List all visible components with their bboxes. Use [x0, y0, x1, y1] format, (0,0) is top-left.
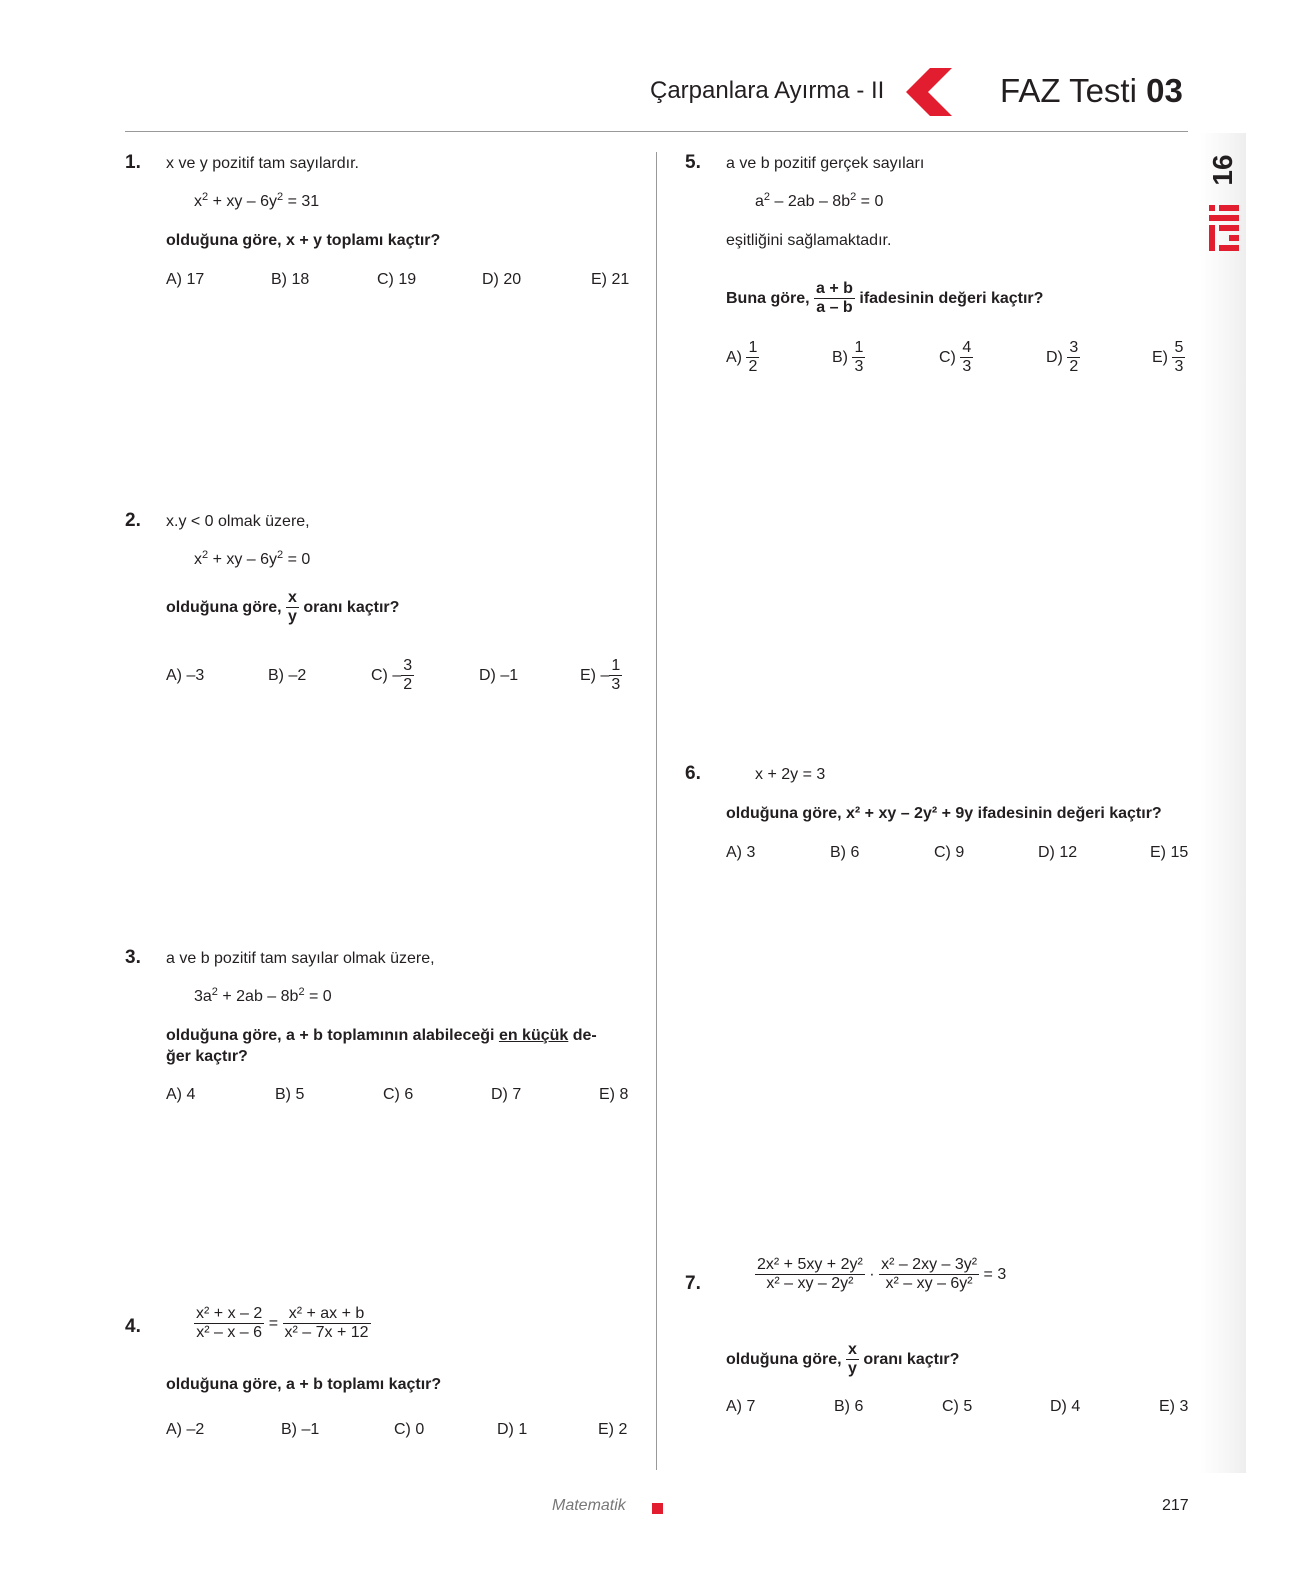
q6-option-c[interactable]: C) 9: [934, 844, 965, 861]
q5-option-a[interactable]: A) $\frac{1}{2}$: [726, 339, 758, 376]
question-4-number: 4.: [125, 1316, 141, 1337]
q7-option-a[interactable]: A) 7: [726, 1398, 756, 1415]
q3-option-e[interactable]: E) 8: [599, 1086, 629, 1103]
q6-option-d[interactable]: D) 12: [1038, 844, 1078, 861]
q5-option-c[interactable]: C) $\frac{4}{3}$: [939, 339, 972, 376]
q4-option-b[interactable]: B) –1: [281, 1421, 320, 1438]
question-3-prompt: olduğuna göre, a + b toplamının alabileceği en küçük de-: [166, 1027, 597, 1044]
question-1-intro: x ve y pozitif tam sayılardır.: [166, 155, 359, 172]
question-3-prompt-line2: ğer kaçtır?: [166, 1048, 248, 1065]
x-over-y-fraction: $\frac{x}{y}$: [288, 589, 297, 626]
q1-option-e[interactable]: E) 21: [591, 271, 630, 288]
question-4-prompt: olduğuna göre, a + b toplamı kaçtır?: [166, 1376, 442, 1393]
question-5-equation: $a^2 - 2ab - 8b^2 = 0$: [755, 191, 884, 210]
q4-option-d[interactable]: D) 1: [497, 1421, 528, 1438]
column-divider: [656, 152, 657, 1470]
question-6-number: 6.: [685, 763, 701, 784]
side-tab: [1200, 133, 1246, 1473]
q1-option-b[interactable]: B) 18: [271, 271, 310, 288]
q2-option-b[interactable]: B) –2: [268, 667, 307, 684]
question-2-number: 2.: [125, 510, 141, 531]
side-tab-number: 16: [1207, 154, 1238, 186]
q2-option-a[interactable]: A) –3: [166, 667, 205, 684]
question-4-equation: $\frac{\text{x² + x – 2}}{\text{x² – x – 6}}$ = $\frac{\text{x² + ax + b}}{\text{x² – 7x + 12}}$: [196, 1305, 369, 1342]
q6-option-a[interactable]: A) 3: [726, 844, 756, 861]
question-5-prompt: Buna göre, $\frac{a + b}{a - b}$ ifadesinin değeri kaçtır?: [726, 280, 1044, 317]
question-1-prompt: olduğuna göre, x + y toplamı kaçtır?: [166, 232, 441, 249]
question-7-equation: $\frac{\text{2x² + 5xy + 2y²}}{\text{x² – xy – 2y²}}$ · $\frac{\text{x² – 2xy – 3y²}}{\text{x² – xy – 6y²}}$ = 3: [757, 1256, 1007, 1293]
q3-option-a[interactable]: A) 4: [166, 1086, 196, 1103]
q1-option-c[interactable]: C) 19: [377, 271, 417, 288]
q4-option-c[interactable]: C) 0: [394, 1421, 425, 1438]
question-1-equation: $x^2$ + xy – $6y^2 = 31$: [194, 191, 320, 210]
question-2-prompt: olduğuna göre, $\frac{x}{y}$ oranı kaçtır?: [166, 589, 400, 626]
q4-option-a[interactable]: A) –2: [166, 1421, 205, 1438]
publisher-logo-icon: [1207, 203, 1241, 253]
question-2-equation: $x^2$ + xy – $6y^2 = 0$: [194, 549, 311, 568]
test-title: [1000, 72, 1183, 110]
question-1-number: 1.: [125, 152, 141, 173]
question-3-equation: $3a^2 + 2ab - 8b^2 = 0$: [194, 986, 332, 1005]
section-title: Çarpanlara Ayırma - II: [650, 77, 885, 104]
question-5-number: 5.: [685, 152, 701, 173]
q3-option-d[interactable]: D) 7: [491, 1086, 522, 1103]
question-6-equation: x + 2y = 3: [755, 766, 826, 783]
header-divider: [125, 131, 1188, 132]
q7-option-d[interactable]: D) 4: [1050, 1398, 1081, 1415]
q6-option-e[interactable]: E) 15: [1150, 844, 1189, 861]
q1-option-a[interactable]: A) 17: [166, 271, 205, 288]
question-3-intro: a ve b pozitif tam sayılar olmak üzere,: [166, 950, 435, 967]
question-5-condition: eşitliğini sağlamaktadır.: [726, 232, 892, 249]
footer-square-icon: [652, 1503, 663, 1514]
question-5-intro: a ve b pozitif gerçek sayıları: [726, 155, 925, 172]
q2-option-d[interactable]: D) –1: [479, 667, 519, 684]
q7-option-e[interactable]: E) 3: [1159, 1398, 1189, 1415]
q3-option-b[interactable]: B) 5: [275, 1086, 305, 1103]
test-number: 03: [1146, 72, 1183, 109]
question-2-intro: x.y < 0 olmak üzere,: [166, 513, 310, 530]
footer-subject: Matematik: [552, 1497, 626, 1514]
q4-option-e[interactable]: E) 2: [598, 1421, 628, 1438]
q6-option-b[interactable]: B) 6: [830, 844, 860, 861]
test-prefix: FAZ Testi: [1000, 72, 1137, 109]
question-3-number: 3.: [125, 947, 141, 968]
q7-option-c[interactable]: C) 5: [942, 1398, 973, 1415]
q2-option-e[interactable]: E) – $\frac{1}{3}$: [580, 657, 621, 694]
question-6-prompt: olduğuna göre, x² + xy – 2y² + 9y ifadesinin değeri kaçtır?: [726, 805, 1162, 822]
q3-option-c[interactable]: C) 6: [383, 1086, 414, 1103]
q5-option-d[interactable]: D) $\frac{3}{2}$: [1046, 339, 1079, 376]
a-plus-b-over-a-minus-b-fraction: $\frac{a + b}{a - b}$: [816, 280, 853, 317]
x-over-y-fraction: $\frac{x}{y}$: [848, 1341, 857, 1378]
q1-option-d[interactable]: D) 20: [482, 271, 522, 288]
q5-option-b[interactable]: B) $\frac{1}{3}$: [832, 339, 864, 376]
page-number: 217: [1162, 1497, 1189, 1514]
q7-option-b[interactable]: B) 6: [834, 1398, 864, 1415]
chevron-left-icon: [906, 68, 952, 116]
q5-option-e[interactable]: E) $\frac{5}{3}$: [1152, 339, 1184, 376]
q2-option-c[interactable]: C) – $\frac{3}{2}$: [371, 657, 413, 694]
question-7-prompt: olduğuna göre, $\frac{x}{y}$ oranı kaçtır?: [726, 1341, 960, 1378]
question-7-number: 7.: [685, 1273, 701, 1294]
